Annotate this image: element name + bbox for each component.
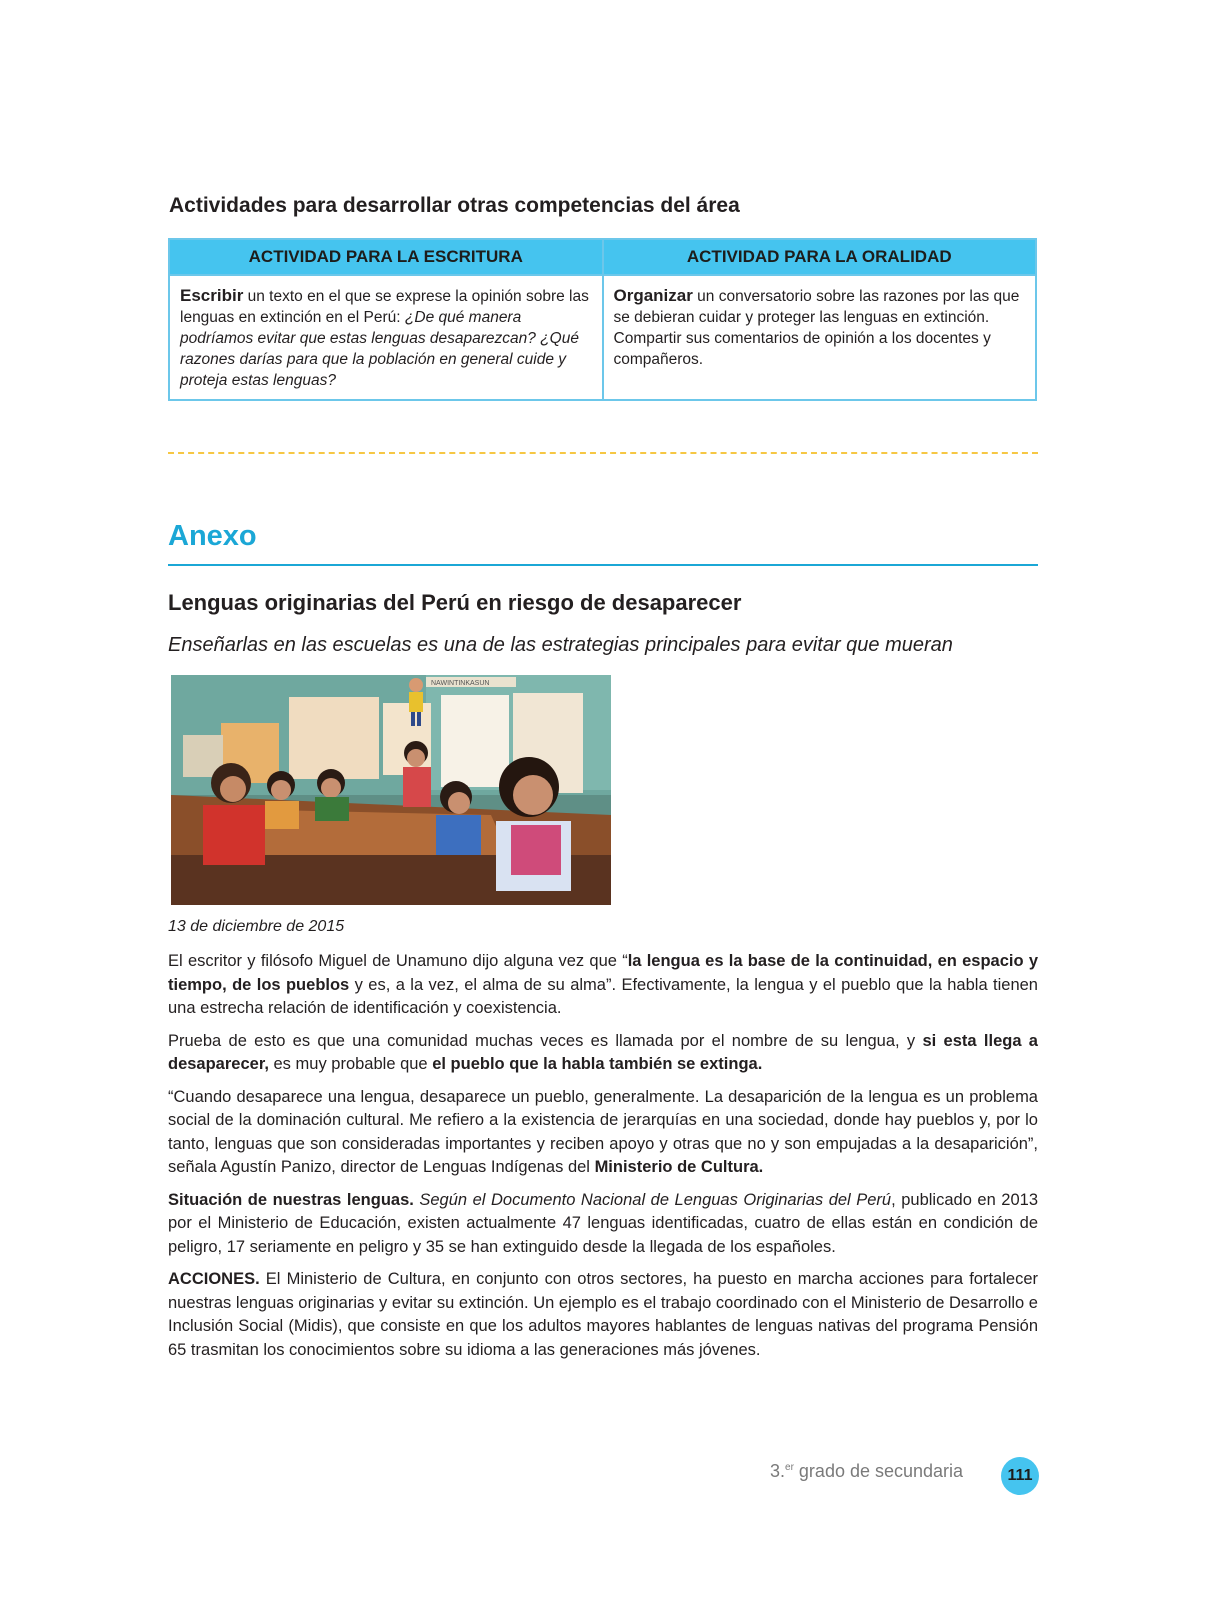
writing-activity-header: ACTIVIDAD PARA LA ESCRITURA <box>169 239 603 275</box>
article-subtitle: Enseñarlas en las escuelas es una de las estrategias principales para evitar que mueran <box>168 634 953 656</box>
paragraph-2: Prueba de esto es que una comunidad muchas veces es llamada por el nombre de su lengua, y si esta llega a desaparecer, es muy probable que el pueblo que la habla también se extinga. <box>168 1031 1038 1073</box>
annex-rule <box>168 564 1038 566</box>
classroom-illustration <box>171 675 611 905</box>
dashed-divider <box>168 452 1038 454</box>
oral-activity-header: ACTIVIDAD PARA LA ORALIDAD <box>603 239 1037 275</box>
classroom-photo <box>171 675 611 905</box>
paragraph-4: Situación de nuestras lenguas. Según el Documento Nacional de Lenguas Originarias del Perú, publicado en 2013 por el Ministerio de Educación, existen actualmente 47 lenguas identificadas, cuatro de ellas están en condición de peligro, 17 seriamente en peligro y 35 se han extinguido desde la llegada de los españoles. <box>168 1190 1038 1256</box>
annex-title: Anexo <box>168 520 257 552</box>
writing-questions: ¿De qué manera podríamos evitar que estas lenguas desaparezcan? ¿Qué razones darías para que la población en general cuide y proteja estas lenguas? <box>180 309 579 389</box>
writing-activity-cell <box>169 275 603 400</box>
page-number: 111 <box>1001 1457 1039 1495</box>
classroom-banner: NAWINTINKASUN <box>431 680 490 687</box>
oral-text: un conversatorio sobre las razones por las que se debieran cuidar y proteger las lenguas en extinción. Compartir sus comentarios de opinión a los docentes y compañeros. <box>613 288 1020 368</box>
oral-lead: Organizar <box>613 286 693 305</box>
grade-label: 3.$^{er}$ grado de secundaria <box>770 1461 964 1481</box>
paragraph-1: El escritor y filósofo Miguel de Unamuno dijo alguna vez que “la lengua es la base de la continuidad, en espacio y tiempo, de los pueblos y es, a la vez, el alma de su alma”. Efectivamente, la lengua y el pueblo que la habla tienen una estrecha relación de identificación y coexistencia. <box>168 952 1039 1017</box>
writing-text: un texto en el que se exprese la opinión sobre las lenguas en extinción en el Perú: <box>180 288 589 326</box>
paragraph-3: “Cuando desaparece una lengua, desaparece un pueblo, generalmente. La desaparición de la lengua es un problema social de la dominación cultural. Me refiero a la existencia de jerarquías en una sociedad, donde hay pueblos y, por lo tanto, lenguas que son consideradas importantes y reciben apoyo y otras que no y son empujadas a la desaparición”, señala Agustín Panizo, director de Lenguas Indígenas del Ministerio de Cultura. <box>168 1087 1038 1176</box>
activities-table <box>168 238 1037 401</box>
activities-heading: Actividades para desarrollar otras competencias del área <box>169 194 740 217</box>
article-date: 13 de diciembre de 2015 <box>168 918 345 935</box>
oral-activity-cell <box>603 275 1037 400</box>
article-title: Lenguas originarias del Perú en riesgo de desaparecer <box>168 590 742 615</box>
paragraph-5: ACCIONES. El Ministerio de Cultura, en conjunto con otros sectores, ha puesto en marcha acciones para fortalecer nuestras lenguas originarias y evitar su extinción. Un ejemplo es el trabajo coordinado con el Ministerio de Desarrollo e Inclusión Social (Midis), que consiste en que los adultos mayores hablantes de lenguas nativas del programa Pensión 65 trasmitan los conocimientos sobre su idioma a las generaciones más jóvenes. <box>168 1270 1038 1359</box>
writing-lead: Escribir <box>180 286 244 305</box>
article-body <box>168 950 1038 1371</box>
